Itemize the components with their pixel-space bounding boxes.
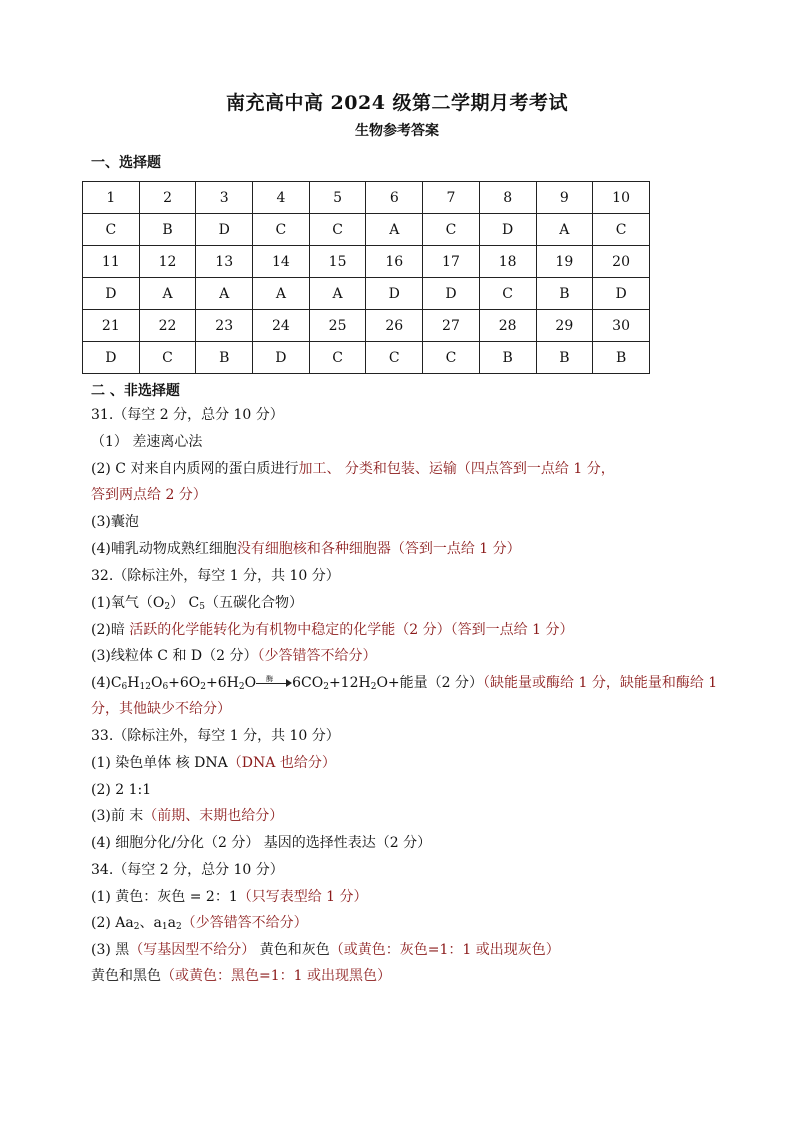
- q34-a3-note: （写基因型不给分）: [129, 942, 256, 958]
- table-cell: 16: [366, 246, 423, 278]
- section-choice-heading: 一、选择题: [91, 155, 161, 171]
- q32-eq-o: O: [150, 675, 163, 691]
- q34-a2-note: （少答错答不给分）: [181, 915, 308, 931]
- table-cell: 18: [479, 246, 536, 278]
- q32-eq-part: 6CO: [292, 675, 324, 691]
- table-cell: C: [479, 278, 536, 310]
- table-cell: D: [423, 278, 480, 310]
- q32-eq-sub: 6: [162, 682, 169, 692]
- q31-answer-2: [91, 460, 615, 478]
- q31-answer-4-note: 没有细胞核和各种细胞器（答到一点给 1 分）: [236, 541, 521, 557]
- table-cell: D: [479, 214, 536, 246]
- q33-a1-note: （DNA 也给分）: [227, 755, 336, 771]
- table-row: [83, 342, 650, 374]
- q32-eq-part: +6O: [168, 675, 201, 691]
- table-cell: 8: [479, 182, 536, 214]
- q32-eq-c6: (4)C: [91, 675, 122, 691]
- q34-a2-sub: 2: [133, 922, 140, 932]
- table-cell: A: [536, 214, 593, 246]
- table-cell: 24: [253, 310, 310, 342]
- table-cell: 14: [253, 246, 310, 278]
- table-cell: 10: [593, 182, 650, 214]
- q31-answer-4: [91, 540, 521, 558]
- table-cell: 20: [593, 246, 650, 278]
- q32-eq-part: +6H: [206, 675, 239, 691]
- q32-answer-3: [91, 647, 376, 665]
- table-cell: C: [423, 342, 480, 374]
- table-cell: C: [83, 214, 140, 246]
- q32-eq-sub: 2: [370, 682, 377, 692]
- q32-eq-part: O: [244, 675, 257, 691]
- q34-a2-part: 、a: [139, 915, 162, 931]
- q31-heading: 31.（每空 2 分，总分 10 分）: [91, 407, 284, 423]
- table-cell: A: [139, 278, 196, 310]
- q31-answer-1: （1） 差速离心法: [91, 434, 203, 450]
- table-cell: 7: [423, 182, 480, 214]
- q31-answer-3: (3)囊泡: [91, 514, 139, 530]
- q32-a4-note: （缺能量或酶给 1 分，缺能量和酶给 1: [483, 675, 718, 691]
- table-cell: 21: [83, 310, 140, 342]
- q32-a2-text: (2)暗: [91, 622, 130, 638]
- q34-answer-2: [91, 914, 308, 936]
- q32-a1-part3: （五碳化合物）: [204, 595, 303, 611]
- q32-eq-h: H: [127, 675, 140, 691]
- table-cell: 13: [196, 246, 253, 278]
- table-cell: A: [196, 278, 253, 310]
- q32-a1-part2: ） C: [170, 595, 200, 611]
- table-cell: 12: [139, 246, 196, 278]
- q32-eq-sub: 2: [238, 682, 245, 692]
- q32-a2-note: 活跃的化学能转化为有机物中稳定的化学能（2 分）（答到一点给 1 分）: [129, 622, 574, 638]
- q34-a1-note: （只写表型给 1 分）: [237, 889, 368, 905]
- q32-a1-part: (1)氧气（O: [91, 595, 165, 611]
- table-cell: 28: [479, 310, 536, 342]
- q34-a4-note: （或黄色：黑色=1：1 或出现黑色）: [161, 968, 391, 984]
- table-cell: 15: [309, 246, 366, 278]
- reaction-arrow-icon: [256, 677, 292, 689]
- table-cell: D: [196, 214, 253, 246]
- table-cell: 23: [196, 310, 253, 342]
- table-cell: D: [83, 342, 140, 374]
- table-cell: C: [309, 342, 366, 374]
- table-cell: D: [253, 342, 310, 374]
- table-cell: 17: [423, 246, 480, 278]
- q33-answer-4: (4) 细胞分化/分化（2 分） 基因的选择性表达（2 分）: [91, 835, 432, 851]
- table-cell: B: [536, 342, 593, 374]
- section-nonchoice-heading: 二 、非选择题: [91, 383, 180, 399]
- q31-answer-4-text: (4)哺乳动物成熟红细胞: [91, 541, 237, 557]
- q32-a3-note: （少答错答不给分）: [257, 648, 377, 664]
- q32-heading: 32.（除标注外，每空 1 分，共 10 分）: [91, 568, 340, 584]
- table-cell: B: [536, 278, 593, 310]
- q32-eq-sub: 12: [139, 682, 151, 692]
- q32-answer-4-cont: 分，其他缺少不给分）: [91, 701, 231, 717]
- q34-heading: 34.（每空 2 分，总分 10 分）: [91, 862, 284, 878]
- q33-answer-1: [91, 754, 336, 772]
- q32-eq-sub: 6: [121, 682, 128, 692]
- table-cell: A: [253, 278, 310, 310]
- table-cell: 25: [309, 310, 366, 342]
- table-cell: C: [366, 342, 423, 374]
- q32-eq-sub: 2: [323, 682, 329, 692]
- table-cell: C: [139, 342, 196, 374]
- q34-answer-3-cont: [91, 967, 391, 985]
- q34-a2-sub: 1: [161, 922, 168, 932]
- q32-a1-sub: 2: [164, 602, 171, 612]
- q32-eq-sub: 2: [200, 682, 207, 692]
- q32-a3-text: (3)线粒体 C 和 D（2 分）: [91, 648, 258, 664]
- q33-heading: 33.（除标注外，每空 1 分，共 10 分）: [91, 728, 340, 744]
- table-cell: D: [366, 278, 423, 310]
- table-cell: D: [593, 278, 650, 310]
- table-cell: 4: [253, 182, 310, 214]
- table-row: [83, 246, 650, 278]
- q34-a4-text: 黄色和黑色: [91, 968, 161, 984]
- table-cell: 22: [139, 310, 196, 342]
- table-row: [83, 278, 650, 310]
- q31-answer-2-note: 加工、 分类和包装、运输（四点答到一点给 1 分，: [298, 461, 615, 477]
- table-row: [83, 182, 650, 214]
- answer-table: [82, 181, 650, 374]
- q34-answer-1: [91, 888, 368, 906]
- q31-answer-2-cont: 答到两点给 2 分）: [91, 487, 207, 503]
- table-cell: B: [196, 342, 253, 374]
- table-cell: 19: [536, 246, 593, 278]
- table-cell: 11: [83, 246, 140, 278]
- q32-eq-part: +12H: [328, 675, 371, 691]
- table-row: [83, 214, 650, 246]
- table-cell: 2: [139, 182, 196, 214]
- q34-a3-text: (3) 黑: [91, 942, 130, 958]
- table-cell: 26: [366, 310, 423, 342]
- table-cell: C: [593, 214, 650, 246]
- table-cell: C: [309, 214, 366, 246]
- q32-answer-2: [91, 621, 573, 639]
- table-cell: B: [593, 342, 650, 374]
- q34-a1-text: (1) 黄色：灰色 = 2：1: [91, 889, 238, 905]
- q33-answer-2: (2) 2 1:1: [91, 782, 152, 798]
- q34-answer-3: [91, 941, 560, 959]
- page-title: 南充高中高 2024 级第二学期月考考试: [225, 92, 569, 114]
- q34-a2-sub: 2: [175, 922, 182, 932]
- table-cell: B: [139, 214, 196, 246]
- q33-answer-3: [91, 807, 283, 825]
- table-cell: C: [423, 214, 480, 246]
- table-cell: D: [83, 278, 140, 310]
- table-cell: 27: [423, 310, 480, 342]
- table-cell: B: [479, 342, 536, 374]
- q34-a3-note2: （或黄色：灰色=1：1 或出现灰色）: [329, 942, 560, 958]
- q34-a3-text2: 黄色和灰色: [255, 942, 330, 958]
- q32-answer-1: [91, 594, 303, 616]
- q34-a2-part: (2) Aa: [91, 915, 134, 931]
- table-cell: 5: [309, 182, 366, 214]
- enzyme-label: 酶: [266, 675, 274, 683]
- table-cell: 1: [83, 182, 140, 214]
- table-cell: A: [309, 278, 366, 310]
- table-cell: 3: [196, 182, 253, 214]
- table-cell: 30: [593, 310, 650, 342]
- table-cell: 6: [366, 182, 423, 214]
- q34-a2-part: a: [167, 915, 176, 931]
- page-subtitle: 生物参考答案: [355, 123, 439, 139]
- table-cell: A: [366, 214, 423, 246]
- q33-a3-text: (3)前 末: [91, 808, 144, 824]
- q32-eq-part: O+能量（2 分）: [376, 675, 484, 691]
- q33-a3-note: （前期、末期也给分）: [143, 808, 284, 824]
- q31-answer-2-text: (2) C 对来自内质网的蛋白质进行: [91, 461, 299, 477]
- table-cell: C: [253, 214, 310, 246]
- q32-a1-sub2: 5: [199, 602, 205, 612]
- table-cell: 9: [536, 182, 593, 214]
- q33-a1-text: (1) 染色单体 核 DNA: [91, 755, 228, 771]
- table-row: [83, 310, 650, 342]
- table-cell: 29: [536, 310, 593, 342]
- q32-answer-4: [91, 674, 717, 696]
